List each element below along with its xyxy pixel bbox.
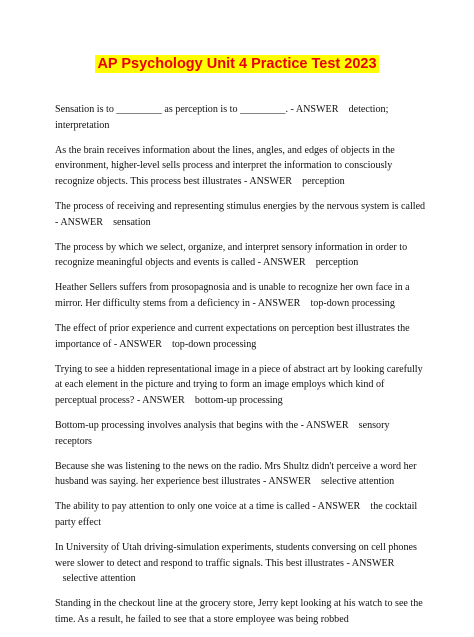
- qa-item: [55, 240, 427, 271]
- answer-text: sensory receptors: [55, 420, 390, 447]
- qa-item: [55, 418, 427, 449]
- answer-marker: - ANSWER: [55, 216, 103, 228]
- answer-text: detection; interpretation: [55, 104, 389, 131]
- qa-item: [55, 280, 427, 311]
- answer-text: bottom-up processing: [194, 394, 283, 406]
- answer-marker: - ANSWER: [113, 338, 162, 350]
- question-text: Trying to see a hidden representational image in a piece of abstract art by looking carefully at each element in the picture and trying to form an image employs which kind of perceptual process?: [55, 363, 423, 406]
- answer-text: selective attention: [62, 573, 136, 585]
- question-text: Sensation is to _________ as perception is to _________.: [55, 104, 288, 115]
- question-text: The ability to pay attention to only one voice at a time is called: [55, 501, 310, 513]
- qa-item: [55, 102, 427, 133]
- answer-text: perception: [315, 257, 359, 269]
- question-text: Because she was listening to the news on the radio. Mrs Shultz didn't perceive a word her husband was saying. her experience best illustrates: [55, 460, 417, 488]
- qa-item: [55, 459, 427, 490]
- question-text: Bottom-up processing involves analysis that begins with the: [55, 420, 299, 431]
- question-text: The process by which we select, organize, and interpret sensory information in order to recognize meaningful objects and events is called: [55, 241, 408, 269]
- question-text: In University of Utah driving-simulation experiments, students conversing on cell phones were slower to detect and respond to traffic signals. This best illustrates: [55, 542, 417, 569]
- answer-text: sensation: [113, 216, 151, 228]
- qa-item: [55, 540, 427, 587]
- answer-text: top-down processing: [310, 297, 395, 309]
- qa-item: [55, 499, 427, 530]
- answer-text: perception: [302, 175, 345, 187]
- qa-list: [55, 102, 427, 637]
- answer-marker: - ANSWER: [244, 175, 292, 187]
- answer-marker: - ANSWER: [346, 557, 395, 569]
- answer-marker: - ANSWER: [300, 420, 349, 431]
- qa-item: [55, 321, 427, 352]
- answer-marker: - ANSWER: [263, 476, 311, 488]
- page-title: AP Psychology Unit 4 Practice Test 2023: [97, 56, 377, 72]
- question-text: Heather Sellers suffers from prosopagnosia and is unable to recognize her own face in a mirror. Her difficulty stems from a deficiency in: [55, 282, 410, 309]
- question-text: Standing in the checkout line at the grocery store, Jerry kept looking at his watch to see the time. As a result, he failed to see that a store employee was being robbed: [55, 598, 423, 625]
- question-text: The process of receiving and representing stimulus energies by the nervous system is called: [55, 200, 426, 212]
- qa-item: [55, 143, 427, 190]
- answer-text: selective attention: [321, 476, 395, 488]
- answer-text: the cocktail party effect: [55, 501, 418, 528]
- answer-marker: - ANSWER: [290, 104, 339, 115]
- answer-text: top-down processing: [171, 338, 257, 350]
- question-text: The effect of prior experience and current expectations on perception best illustrates the importance of: [55, 323, 410, 350]
- answer-marker: - ANSWER: [257, 257, 306, 269]
- answer-marker: - ANSWER: [136, 394, 185, 406]
- answer-marker: - ANSWER: [252, 297, 301, 309]
- title-wrapper: [0, 55, 474, 73]
- qa-item: [55, 596, 427, 627]
- qa-item: [55, 362, 427, 409]
- qa-item: [55, 199, 427, 230]
- question-text: As the brain receives information about the lines, angles, and edges of objects in the environment, higher-level sells process and interpret the information to consciously recognize objects. This process best illustrates: [55, 144, 395, 187]
- answer-marker: - ANSWER: [312, 501, 361, 513]
